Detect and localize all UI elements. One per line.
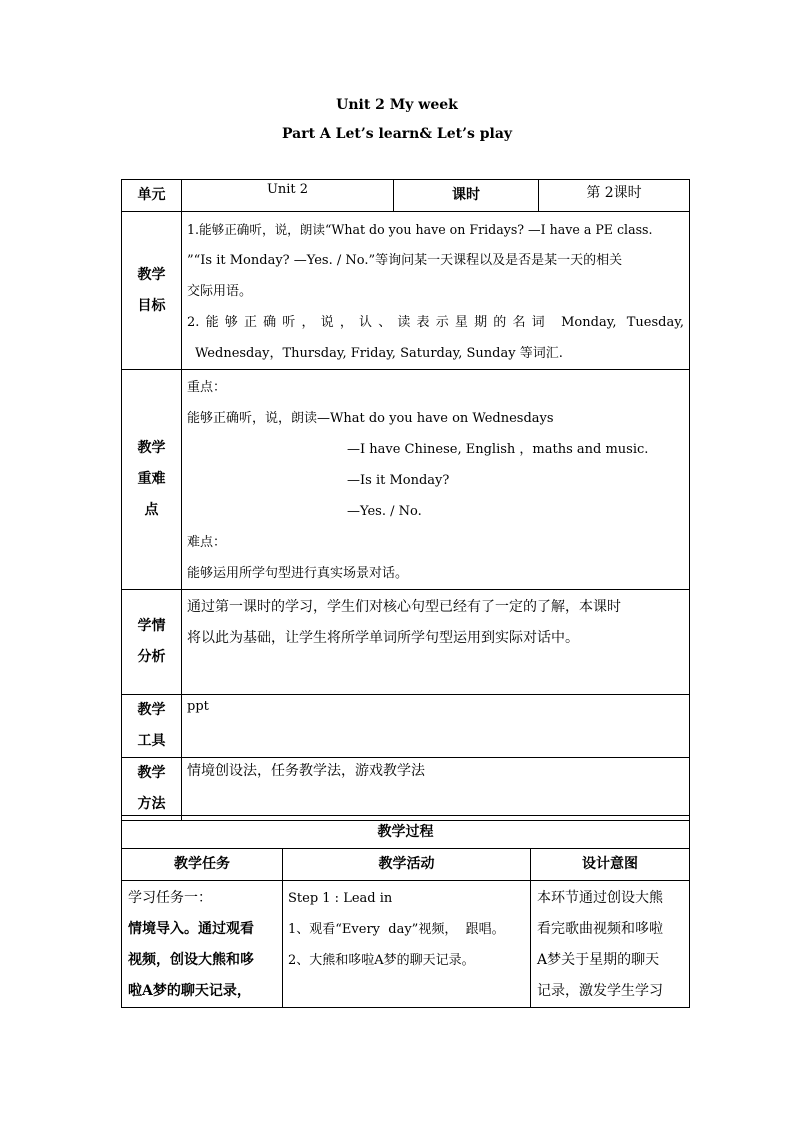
methods-row	[122, 758, 690, 821]
task-line: 视频，创设大熊和哆	[128, 952, 254, 968]
unit-row	[122, 180, 690, 212]
key-points-line: 重点：	[187, 380, 227, 395]
process-row	[122, 881, 690, 1008]
key-points-line: 能够正确听，说，朗读—What do you have on Wednesdays	[187, 411, 554, 426]
key-points-content	[182, 370, 690, 590]
intent-line: A梦关于星期的聊天	[537, 952, 660, 968]
objectives-line: 1.能够正确听，说，朗读“What do you have on Fridays? —I have a PE class.	[187, 222, 653, 237]
task-line: 情境导入。通过观看	[128, 921, 254, 937]
unit-label: 单元	[122, 180, 182, 212]
period-label: 课时	[394, 180, 539, 212]
objectives-label	[122, 212, 182, 370]
methods-value: 情境创设法，任务教学法，游戏教学法	[182, 758, 690, 821]
analysis-label	[122, 590, 182, 695]
objectives-row	[122, 212, 690, 370]
key-points-line: —Yes. / No.	[347, 504, 422, 519]
document-title-line-1: Unit 2 My week	[336, 97, 458, 113]
objectives-line: ”“Is it Monday? —Yes. / No.”等询问某一天课程以及是否是某一天的相关	[187, 253, 623, 268]
tools-label-line-1: 教学	[137, 702, 166, 718]
intent-line: 本环节通过创设大熊	[537, 890, 663, 906]
analysis-row	[122, 590, 690, 695]
column-intent: 设计意图	[531, 849, 690, 881]
methods-label-line-1: 教学	[137, 765, 166, 781]
tools-label-line-2: 工具	[137, 733, 166, 749]
objectives-line: Wednesday，Thursday, Friday, Saturday, Sunday 等词汇.	[195, 346, 563, 361]
analysis-content	[182, 590, 690, 695]
activity-line: 2、大熊和哆啦A梦的聊天记录。	[288, 953, 475, 968]
key-points-label-line-1: 教学	[137, 440, 166, 456]
tools-row	[122, 695, 690, 758]
column-task: 教学任务	[122, 849, 283, 881]
objectives-content	[182, 212, 690, 370]
key-points-line: 能够运用所学句型进行真实场景对话。	[187, 566, 409, 581]
analysis-label-line-1: 学情	[137, 618, 166, 634]
activity-line: 1、观看“Every day”视频， 跟唱。	[288, 922, 505, 937]
key-points-line: —I have Chinese, English ，maths and music.	[347, 442, 649, 457]
activity-line: Step 1 : Lead in	[288, 891, 393, 906]
key-points-label-line-3: 点	[144, 502, 159, 518]
process-heading: 教学过程	[122, 816, 690, 849]
process-heading-row	[122, 816, 690, 849]
objectives-label-line-2: 目标	[137, 297, 166, 314]
analysis-line: 将以此为基础，让学生将所学单词所学句型运用到实际对话中。	[187, 630, 579, 646]
column-activity: 教学活动	[283, 849, 531, 881]
unit-value: Unit 2	[182, 180, 394, 212]
analysis-line: 通过第一课时的学习，学生们对核心句型已经有了一定的了解，本课时	[187, 599, 621, 615]
analysis-label-line-2: 分析	[137, 649, 166, 665]
objectives-label-line-1: 教学	[137, 266, 166, 283]
task-line: 学习任务一：	[128, 890, 212, 906]
key-points-line: 难点：	[187, 535, 227, 550]
objectives-line: 2.能够正确听，说，认、读表示星期的名词 Monday, Tuesday,	[187, 315, 684, 330]
document-title-line-2: Part A Let’s learn& Let’s play	[281, 126, 513, 142]
period-value: 第 2课时	[539, 180, 690, 212]
process-columns-row	[122, 849, 690, 881]
task-cell	[122, 881, 283, 1008]
tools-value: ppt	[182, 695, 690, 758]
key-points-label-line-2: 重难	[137, 471, 166, 487]
intent-line: 看完歌曲视频和哆啦	[537, 921, 663, 937]
teaching-process-table	[121, 815, 689, 1008]
key-points-label	[122, 370, 182, 590]
intent-cell	[531, 881, 690, 1008]
methods-label-line-2: 方法	[137, 796, 166, 812]
key-points-line: —Is it Monday?	[347, 473, 450, 488]
tools-label	[122, 695, 182, 758]
methods-label	[122, 758, 182, 821]
intent-line: 记录，激发学生学习	[537, 983, 663, 999]
objectives-line: 交际用语。	[187, 284, 253, 299]
lesson-plan-table	[121, 179, 689, 821]
key-points-row	[122, 370, 690, 590]
activity-cell	[283, 881, 531, 1008]
task-line: 啦A梦的聊天记录，	[128, 983, 251, 999]
